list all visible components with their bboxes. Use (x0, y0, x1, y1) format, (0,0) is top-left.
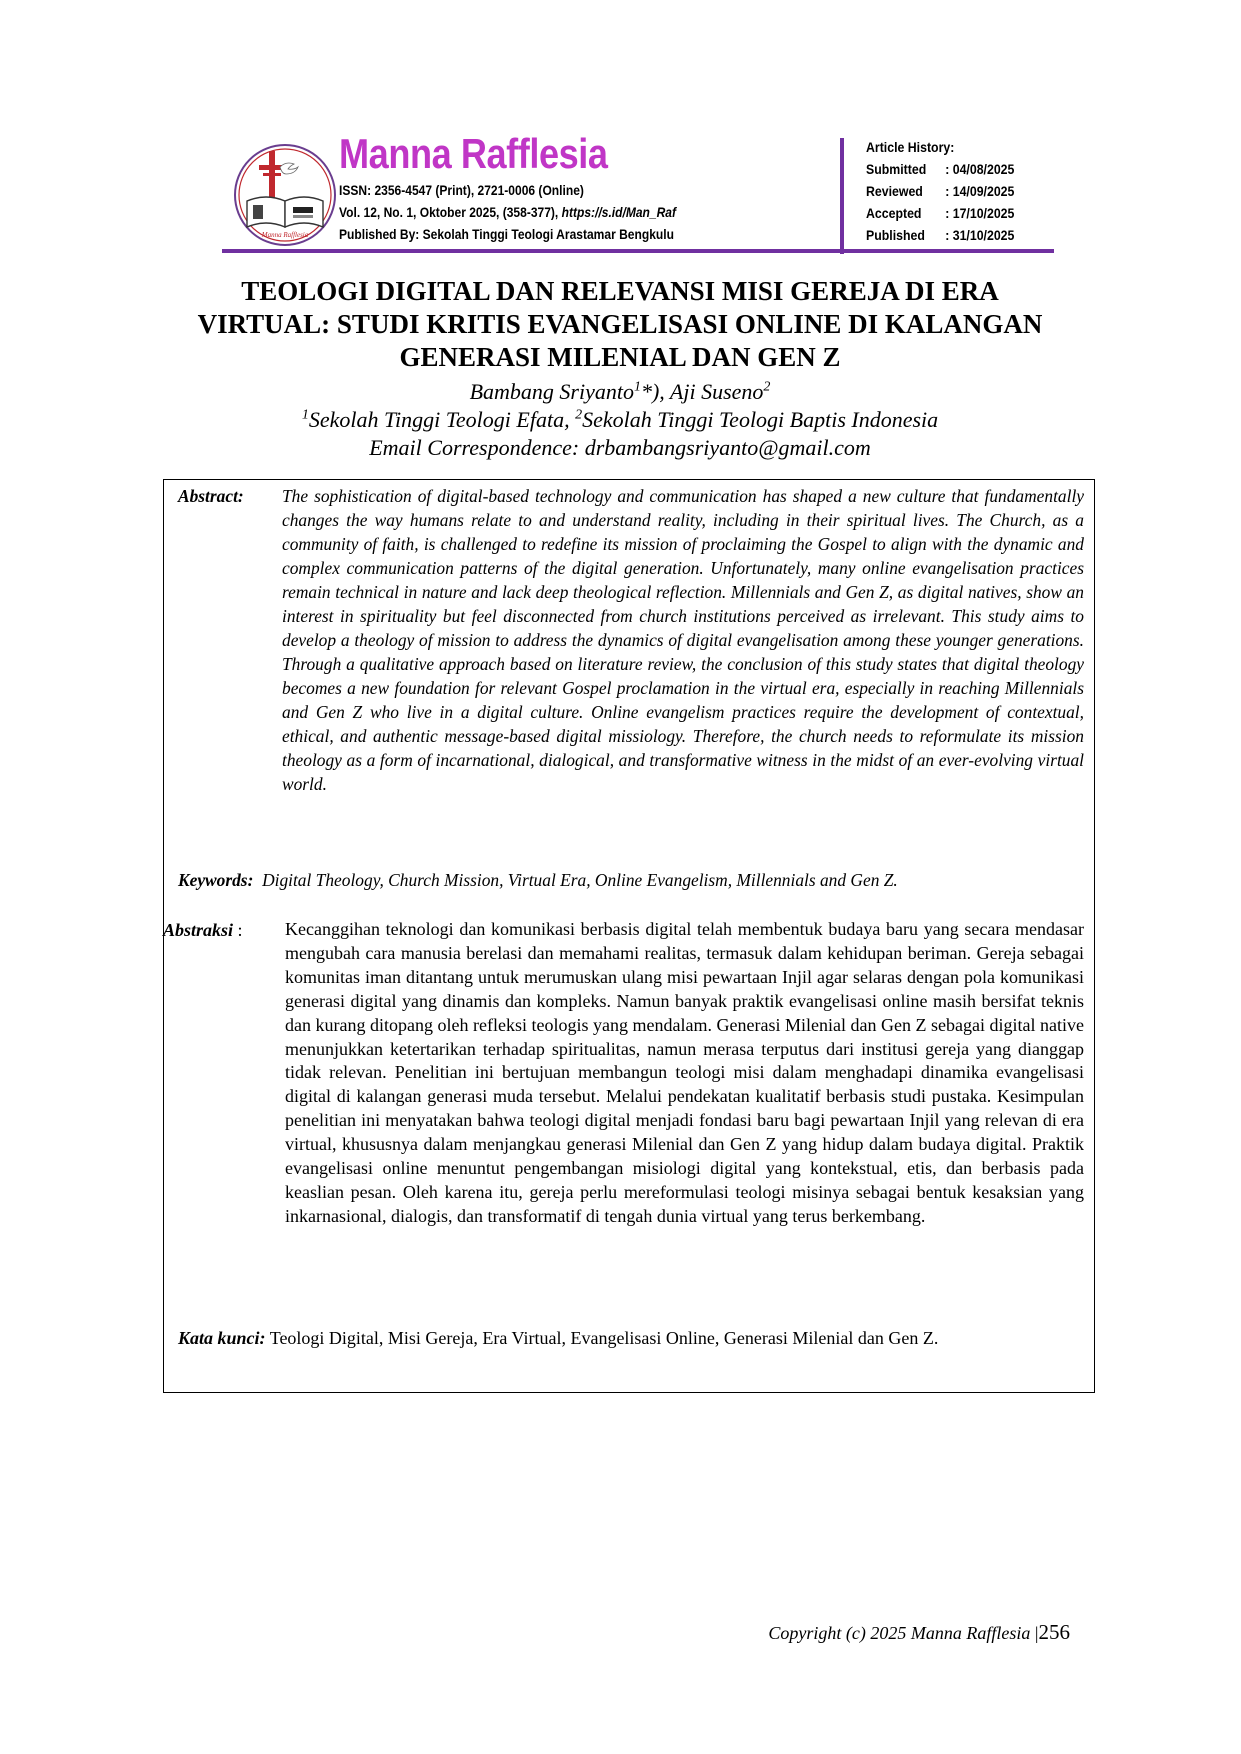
keywords-english (178, 868, 1084, 892)
issn-line: ISSN: 2356-4547 (Print), 2721-0006 (Online) (339, 182, 584, 198)
history-reviewed-row (866, 182, 1014, 200)
journal-name: Manna Rafflesia (339, 130, 608, 177)
author-2-name: Aji Suseno (669, 379, 764, 404)
reviewed-date: : 14/09/2025 (945, 183, 1015, 199)
submitted-label: Submitted (866, 161, 927, 177)
submitted-date: : 04/08/2025 (945, 161, 1015, 177)
history-accepted-row (866, 204, 1014, 222)
footer-separator: | (1034, 1623, 1039, 1643)
affiliation-1: Sekolah Tinggi Teologi Efata, (308, 407, 576, 432)
keywords-text: Digital Theology, Church Mission, Virtual Era, Online Evangelism, Millennials and Gen Z. (262, 870, 898, 890)
publisher-line: Published By: Sekolah Tinggi Teologi Arastamar Bengkulu (339, 226, 674, 242)
accepted-date: : 17/10/2025 (945, 205, 1015, 221)
journal-url-link[interactable]: https://s.id/Man_Raf (561, 204, 677, 220)
published-label: Published (866, 227, 925, 243)
abstraksi-text: Kecanggihan teknologi dan komunikasi berbasis digital telah membentuk budaya baru yang secara mendasar mengubah cara manusia berelasi dan memahami realitas, termasuk dalam kehidupan beriman. Gereja sebagai komunitas iman ditantang untuk merumuskan ulang misi pewartaan Injil agar selaras dengan pola komunikasi generasi digital yang dinamis dan kompleks. Namun banyak praktik evangelisasi online masih bersifat teknis dan kurang ditopang oleh refleksi teologis yang mendalam. Generasi Milenial dan Gen Z sebagai digital native menunjukkan ketertarikan terhadap spiritualitas, namun merasa terputus dari institusi gereja yang dianggap tidak relevan. Penelitian ini bertujuan membangun teologi misi dalam menghadapi dinamika evangelisasi digital di kalangan generasi muda tersebut. Melalui pendekatan kualitatif berbasis studi pustaka. Kesimpulan penelitian ini menyatakan bahwa teologi digital menjadi fondasi baru bagi pewartaan Injil yang relevan di era virtual, khususnya dalam menjangkau generasi Milenial dan Gen Z yang hidup dalam budaya digital. Praktik evangelisasi online menuntut pengembangan misiologi digital yang kontekstual, etis, dan berbasis pada keaslian pesan. Oleh karena itu, gereja perlu mereformulasi teologi misinya sebagai bentuk kesaksian yang inkarnasional, dialogis, dan transformatif di tengah dunia virtual yang terus berkembang. (285, 919, 1084, 1226)
history-submitted-row (866, 160, 1014, 178)
author-2-affiliation-mark: 2 (763, 379, 771, 395)
author-line (180, 378, 1060, 406)
abstract-text: The sophistication of digital-based technology and communication has shaped a new culture that fundamentally changes the way humans relate to and understand reality, including in their spiritual lives. The Church, as a community of faith, is challenged to redefine its mission of proclaiming the Gospel to align with the dynamic and complex communication patterns of the digital generation. Unfortunately, many online evangelisation practices remain technical in nature and lack deep theological reflection. Millennials and Gen Z, as digital natives, show an interest in spirituality but feel disconnected from church institutions perceived as irrelevant. This study aims to develop a theology of mission to address the dynamics of digital evangelisation among these younger generations. Through a qualitative approach based on literature review, the conclusion of this study states that digital theology becomes a new foundation for relevant Gospel proclamation in the virtual era, especially in reaching Millennials and Gen Z who live in a digital culture. Online evangelism practices require the development of contextual, ethical, and authentic message-based digital missiology. Therefore, the church needs to reformulate its mission theology as a form of incarnational, dialogical, and transformative witness in the midst of an ever-evolving virtual world. (282, 486, 1084, 794)
author-1-name: Bambang Sriyanto (469, 379, 634, 404)
abstraksi-colon: : (237, 920, 243, 940)
kata-kunci-label: Kata kunci: (178, 1328, 266, 1348)
article-history-title: Article History: (866, 139, 955, 155)
volume-info: Vol. 12, No. 1, Oktober 2025, (358-377), (339, 204, 562, 220)
volume-line (339, 203, 676, 221)
author-1-affiliation-mark: 1 (633, 379, 641, 395)
email-correspondence: Email Correspondence: drbambangsriyanto@gmail.com (369, 435, 871, 460)
footer-copyright: Copyright (c) 2025 Manna Rafflesia (768, 1623, 1031, 1643)
kata-kunci-text: Teologi Digital, Misi Gereja, Era Virtual, Evangelisasi Online, Generasi Milenial dan Gen Z. (269, 1328, 939, 1348)
logo-text: Manna Rafflesia (261, 231, 309, 239)
abstraksi-label: Abstraksi (163, 920, 234, 940)
paper-title: TEOLOGI DIGITAL DAN RELEVANSI MISI GEREJA DI ERA VIRTUAL: STUDI KRITIS EVANGELISASI ONLINE DI KALANGAN GENERASI MILENIAL DAN GEN Z (197, 276, 1043, 372)
abstraksi-label-line (163, 918, 243, 942)
page-number: 256 (1038, 1620, 1070, 1644)
accepted-label: Accepted (866, 205, 922, 221)
history-published-row (866, 226, 1014, 244)
abstract-english (178, 484, 1084, 796)
published-date: : 31/10/2025 (945, 227, 1015, 243)
header-horizontal-divider (222, 249, 1054, 253)
abstract-label: Abstract: (178, 486, 244, 506)
reviewed-label: Reviewed (866, 183, 923, 199)
journal-logo (233, 143, 337, 247)
header-vertical-divider (840, 138, 844, 254)
affiliation-2: Sekolah Tinggi Teologi Baptis Indonesia (582, 407, 939, 432)
keywords-label: Keywords: (178, 870, 254, 890)
affiliation-2-mark: 2 (575, 407, 583, 423)
page-footer (600, 1620, 1070, 1645)
affiliation-line (180, 406, 1060, 434)
affiliation-1-mark: 1 (301, 407, 309, 423)
kata-kunci (178, 1326, 1084, 1350)
corresponding-mark: *), (640, 379, 670, 404)
